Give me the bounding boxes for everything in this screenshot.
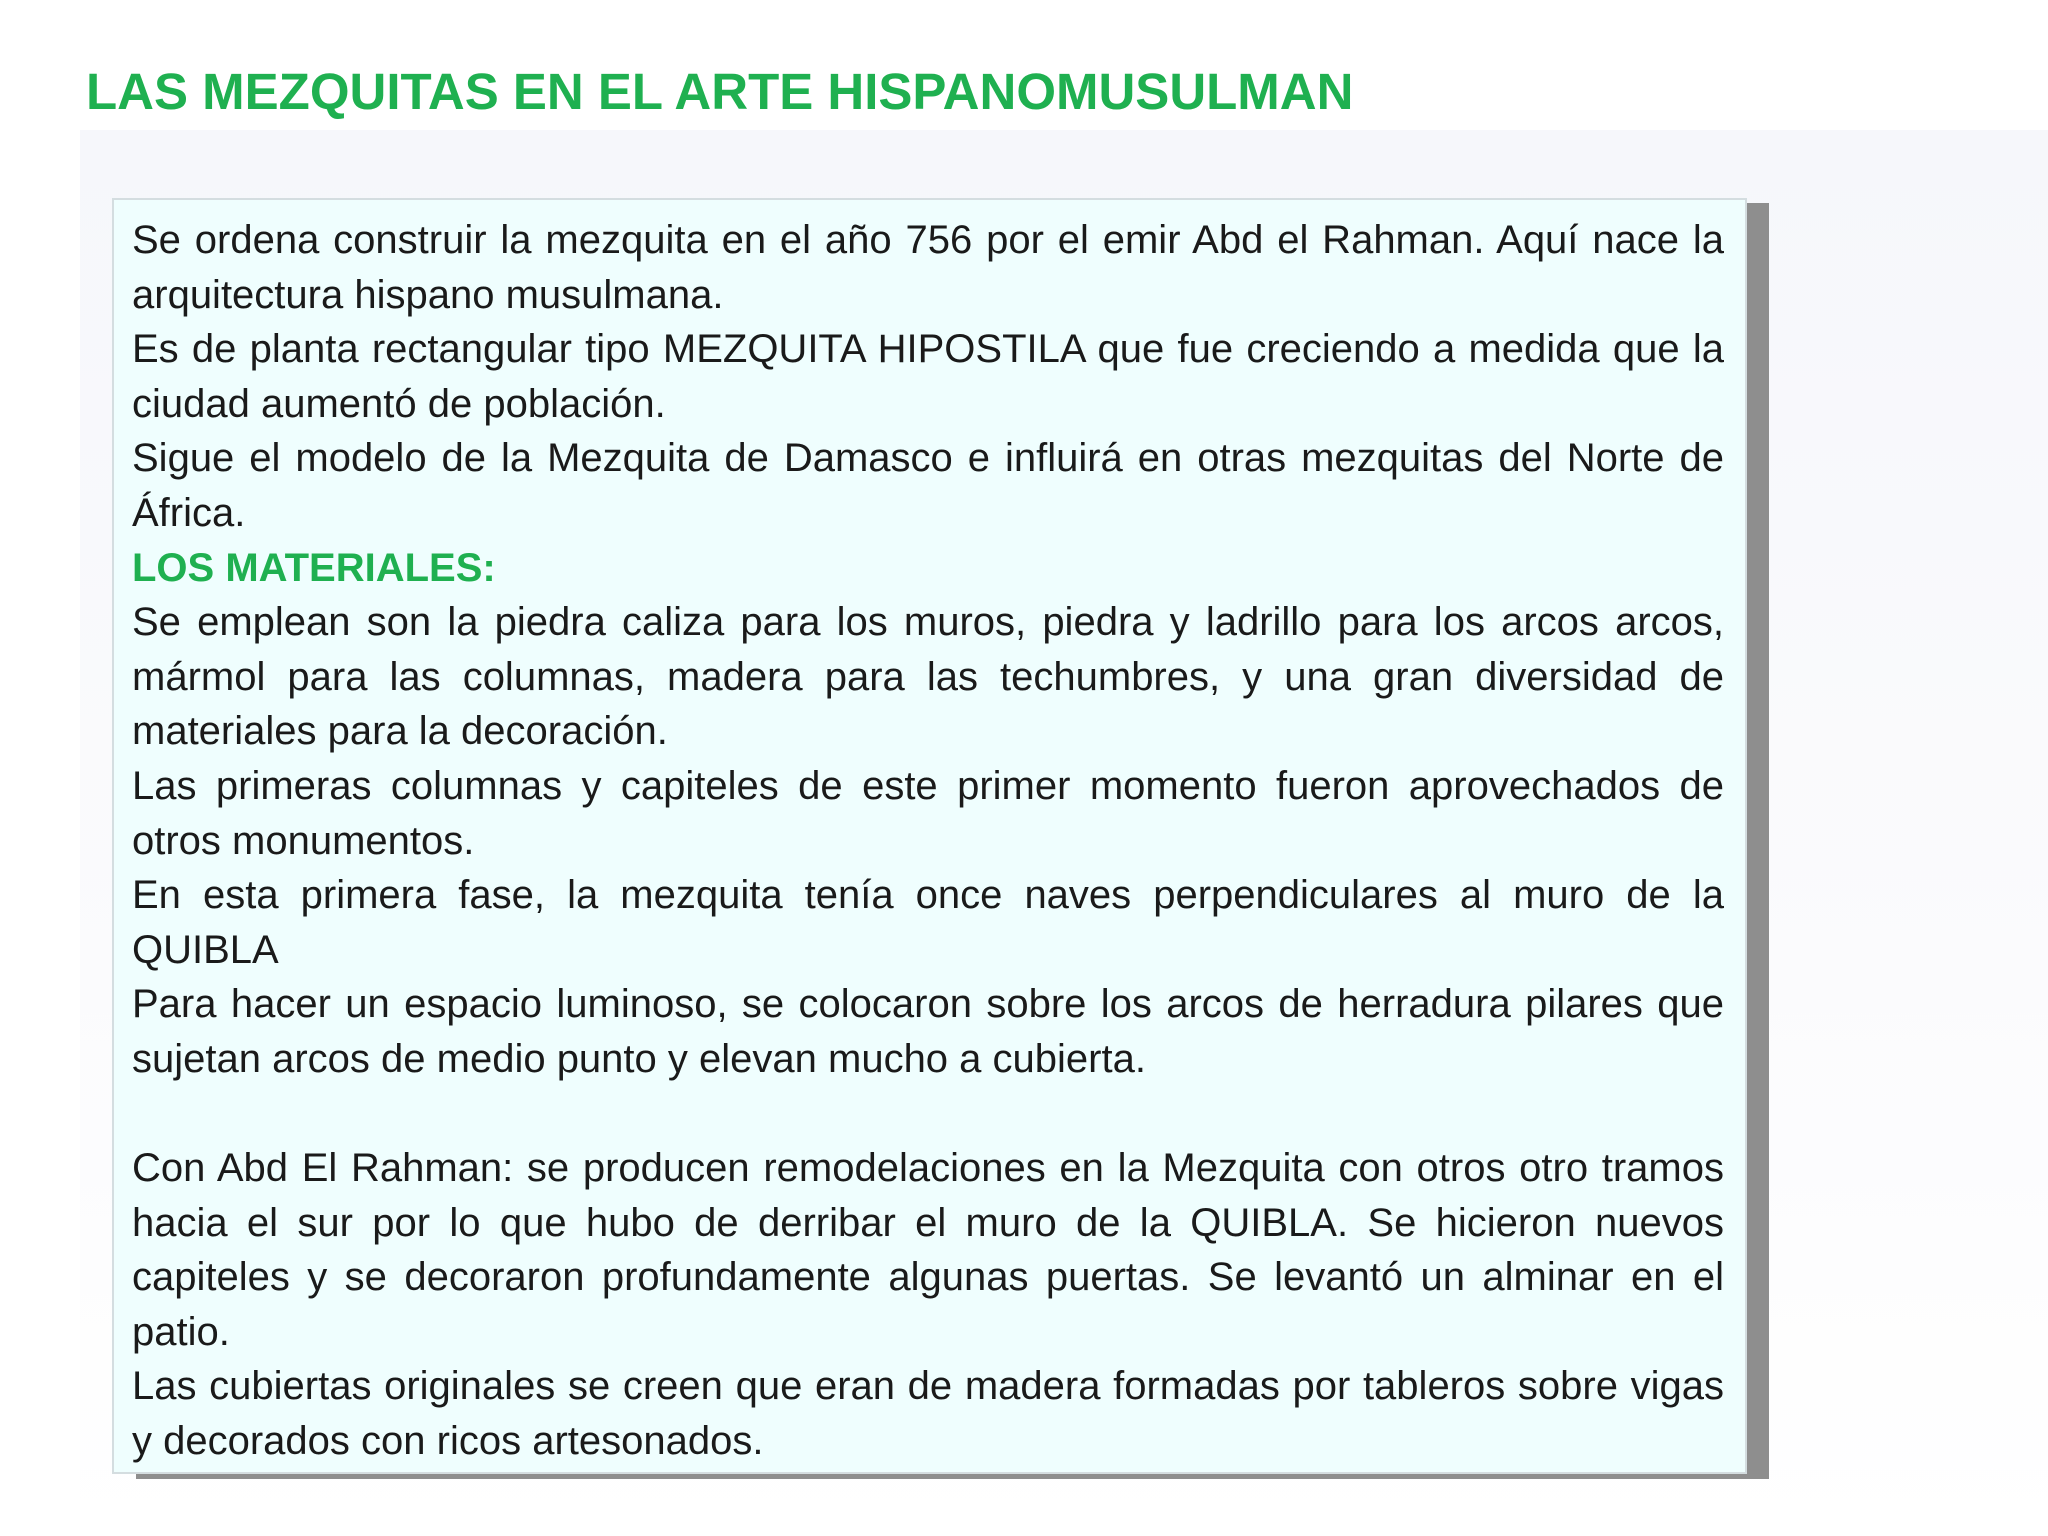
paragraph-arches: Para hacer un espacio luminoso, se colocaron sobre los arcos de herradura pilares que sujetan arcos de medio punto y elevan mucho a cubierta. [132, 982, 1724, 1081]
text-box-content [132, 213, 1724, 1469]
section-heading-materials: LOS MATERIALES: [132, 545, 496, 590]
paragraph-naves: En esta primera fase, la mezquita tenía once naves perpendiculares al muro de la QUIBLA [132, 873, 1724, 972]
paragraph-materials: Se emplean son la piedra caliza para los muros, piedra y ladrillo para los arcos arcos, mármol para las columnas, madera para las techumbres, y una gran diversidad de materiales para la decoración. [132, 600, 1724, 754]
paragraph-model: Sigue el modelo de la Mezquita de Damasco e influirá en otras mezquitas del Norte de África. [132, 436, 1724, 535]
paragraph-remodel: Con Abd El Rahman: se producen remodelaciones en la Mezquita con otros otro tramos hacia el sur por lo que hubo de derribar el muro de la QUIBLA. Se hicieron nuevos capiteles y se decoraron profundamente algunas puertas. Se levantó un alminar en el patio. [132, 1146, 1724, 1354]
paragraph-origin: Se ordena construir la mezquita en el año 756 por el emir Abd el Rahman. Aquí nace la arquitectura hispano musulmana. [132, 218, 1724, 317]
paragraph-roofs: Las cubiertas originales se creen que eran de madera formadas por tableros sobre vigas y decorados con ricos artesonados. [132, 1364, 1724, 1464]
paragraph-plan: Es de planta rectangular tipo MEZQUITA HIPOSTILA que fue creciendo a medida que la ciudad aumentó de población. [132, 327, 1724, 426]
paragraph-spacer [132, 1087, 1724, 1142]
paragraph-columns: Las primeras columnas y capiteles de este primer momento fueron aprovechados de otros monumentos. [132, 763, 1724, 863]
slide-title: LAS MEZQUITAS EN EL ARTE HISPANOMUSULMAN [86, 63, 1354, 120]
